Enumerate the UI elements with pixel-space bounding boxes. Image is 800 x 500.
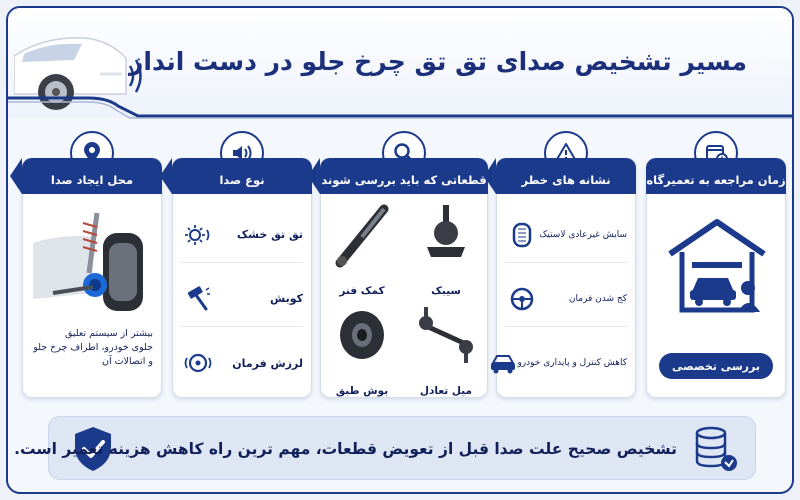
location-line: جلوی خودرو، اطراف چرخ جلو	[33, 342, 153, 353]
part-label: سیبک	[431, 285, 461, 297]
part-label: کمک فنر	[339, 285, 385, 297]
warning-label: کج شدن فرمان	[568, 293, 627, 304]
column-sound-type-title: نوع صدا	[172, 158, 312, 194]
location-description	[31, 327, 153, 369]
ball-joint-icon	[421, 201, 471, 271]
sound-label: لرزش فرمان	[232, 356, 303, 370]
list-item	[505, 335, 627, 391]
part-label: بوش طبق	[335, 385, 389, 397]
list-item	[181, 271, 303, 327]
expert-inspection-button[interactable]: بررسی تخصصی	[659, 353, 773, 379]
column-visit-title: زمان مراجعه به تعمیرگاه	[646, 158, 786, 194]
column-location	[22, 158, 162, 398]
column-parts	[320, 158, 488, 398]
title-group	[128, 36, 748, 86]
column-parts-title: قطعاتی که باید بررسی شوند	[320, 158, 488, 194]
stabilizer-link-icon	[416, 301, 476, 371]
location-line: بیشتر از سیستم تعلیق	[64, 328, 153, 339]
shock-absorber-icon	[332, 201, 392, 271]
list-item	[181, 335, 303, 391]
part-label: میل تعادل	[419, 385, 473, 397]
column-location-title: محل ایجاد صدا	[22, 158, 162, 194]
part-shock-absorber	[331, 201, 393, 301]
location-line: و اتصالات آن	[101, 356, 153, 367]
footer-message: تشخیص صحیح علت صدا قبل از تعویض قطعات، مهم ترین راه کاهش هزینه تعمیر است.	[14, 440, 677, 458]
page-title: مسیر تشخیص صدای تق تق چرخ جلو در دست انداز	[128, 46, 748, 76]
steering-vibration-icon	[181, 346, 215, 380]
list-item	[505, 207, 627, 263]
header-wave	[8, 92, 792, 120]
header	[8, 8, 792, 118]
footer-banner	[14, 416, 756, 480]
infographic-frame	[6, 6, 794, 494]
impact-icon	[181, 218, 215, 252]
list-item	[505, 271, 627, 327]
garage-icon	[662, 214, 772, 324]
car-icon	[489, 346, 517, 380]
tire-icon	[505, 218, 539, 252]
hammer-icon	[181, 282, 215, 316]
column-visit	[646, 158, 786, 398]
database-savings-icon	[693, 425, 739, 473]
warning-label: کاهش کنترل و پایداری خودرو	[517, 358, 627, 368]
part-ball-joint	[415, 201, 477, 301]
suspension-illustration	[33, 203, 153, 321]
part-stabilizer-link	[415, 301, 477, 401]
column-warnings	[496, 158, 636, 398]
sound-label: تق تق خشک	[236, 228, 303, 241]
warning-label: سایش غیرعادی لاستیک	[539, 229, 627, 240]
column-warnings-title: نشانه های خطر	[496, 158, 636, 194]
steering-wheel-icon	[505, 282, 539, 316]
part-control-arm-bushing	[331, 301, 393, 401]
list-item	[181, 207, 303, 263]
column-sound-type	[172, 158, 312, 398]
sound-label: کوبش	[270, 292, 303, 305]
control-arm-bushing-icon	[332, 301, 392, 371]
